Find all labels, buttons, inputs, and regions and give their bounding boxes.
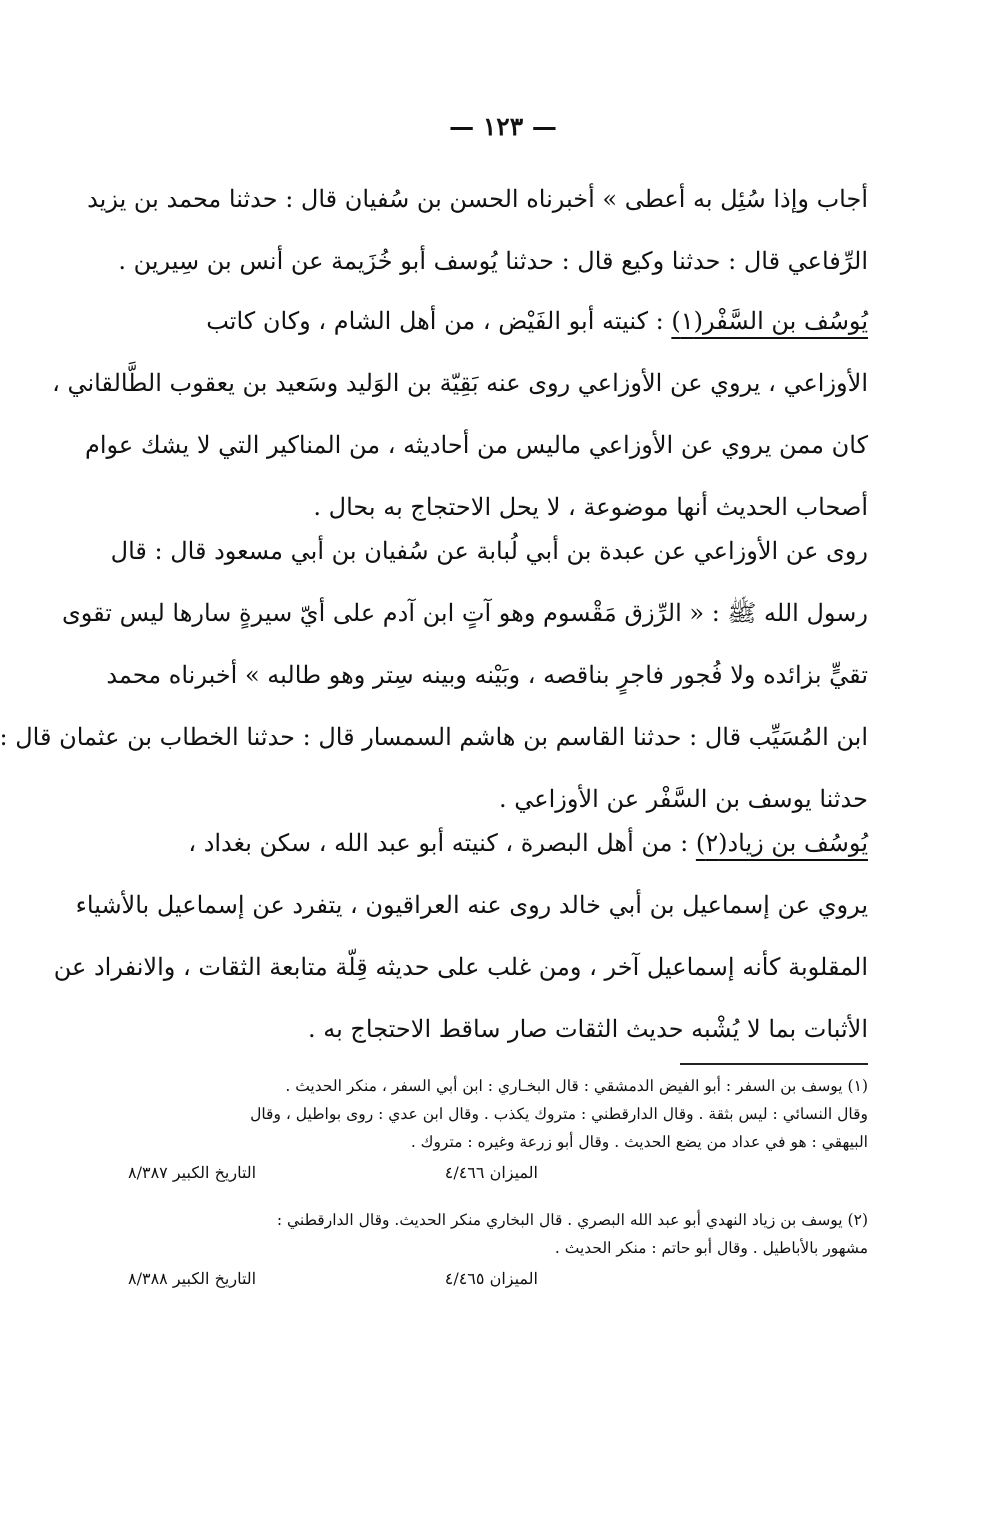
footnote-line: وقال النسائي : ليس بثقة . وقال الدارقطني : متروك يكذب . وقال ابن عدي : روى بواطيل ، وقال [250, 1105, 868, 1123]
footnote-line: (١) يوسف بن السفر : أبو الفيض الدمشقي : قال البخـاري : ابن أبي السفر ، منكر الحديث . [285, 1077, 868, 1095]
text-line: الأثبات بما لا يُشْبه حديث الثقات صار ساقط الاحتجاج به . [307, 1015, 868, 1043]
footnote-references [128, 1262, 868, 1296]
entry-heading-rest: : من أهل البصرة ، كنيته أبو عبد الله ، سكن بغداد ، [188, 829, 696, 857]
text-line: حدثنا يوسف بن السَّفْر عن الأوزاعي . [499, 785, 868, 813]
footnote-line: مشهور بالأباطيل . وقال أبو حاتم : منكر الحديث . [554, 1239, 868, 1257]
text-line: روى عن الأوزاعي عن عبدة بن أبي لُبابة عن سُفيان بن أبي مسعود قال : قال [110, 537, 868, 565]
entry-heading: يُوسُف بن السَّفْر(١) [671, 307, 868, 335]
reference-mizan: الميزان ٤/٤٦٦ [444, 1163, 538, 1182]
reference-mizan: الميزان ٤/٤٦٥ [444, 1269, 538, 1288]
text-line: الأوزاعي ، يروي عن الأوزاعي روى عنه بَقِيّة بن الوَليد وسَعيد بن يعقوب الطَّالقاني ، [52, 369, 868, 397]
reference-tarikh: التاريخ الكبير ٨/٣٨٧ [128, 1163, 257, 1182]
footnote-line: (٢) يوسف بن زياد النهدي أبو عبد الله البصري . قال البخاري منكر الحديث. وقال الدارقطني : [276, 1211, 868, 1229]
text-line: يروي عن إسماعيل بن أبي خالد روى عنه العراقيون ، يتفرد عن إسماعيل بالأشياء [75, 891, 868, 919]
text-line: تقيٍّ بزائده ولا فُجور فاجرٍ بناقصه ، وبَيْنه وبينه سِتر وهو طالبه » أخبرناه محمد [106, 661, 868, 689]
footnote-line: البيهقي : هو في عداد من يضع الحديث . وقال أبو زرعة وغيره : متروك . [410, 1133, 868, 1151]
paragraph-1 [87, 168, 868, 292]
footnote-references [128, 1156, 868, 1190]
entry-heading-rest: : كنيته أبو الفَيْض ، من أهل الشام ، وكان كاتب [206, 307, 672, 335]
text-line: ابن المُسَيِّب قال : حدثنا القاسم بن هاشم السمسار قال : حدثنا الخطاب بن عثمان قال : [0, 723, 868, 751]
footnote-divider [680, 1063, 868, 1065]
footnote-2 [128, 1206, 868, 1296]
text-line: المقلوبة كأنه إسماعيل آخر ، ومن غلب على حديثه قِلّة متابعة الثقات ، والانفراد عن [53, 953, 868, 981]
text-line: أصحاب الحديث أنها موضوعة ، لا يحل الاحتجاج به بحال . [313, 493, 868, 521]
entry-yusuf-ibn-ziyad [53, 812, 868, 1060]
page-number: — ١٢٣ — [449, 112, 557, 141]
text-line: كان ممن يروي عن الأوزاعي ماليس من أحاديثه ، من المناكير التي لا يشك عوام [85, 431, 868, 459]
footnote-1 [128, 1072, 868, 1190]
text-line: الرِّفاعي قال : حدثنا وكيع قال : حدثنا يُوسف أبو خُزَيمة عن أنس بن سِيرين . [118, 247, 868, 275]
text-line: رسول الله ﷺ : « الرِّزق مَقْسوم وهو آتٍ ابن آدم على أيّ سيرةٍ سارها ليس تقوى [61, 599, 868, 627]
paragraph-hadith [0, 520, 868, 830]
entry-yusuf-ibn-al-safr [52, 290, 868, 538]
text-line [128, 290, 868, 352]
text-line [128, 812, 868, 874]
reference-tarikh: التاريخ الكبير ٨/٣٨٨ [128, 1269, 257, 1288]
entry-heading: يُوسُف بن زياد(٢) [695, 829, 868, 857]
text-line: أجاب وإذا سُئِل به أعطى » أخبرناه الحسن بن سُفيان قال : حدثنا محمد بن يزيد [87, 185, 868, 213]
